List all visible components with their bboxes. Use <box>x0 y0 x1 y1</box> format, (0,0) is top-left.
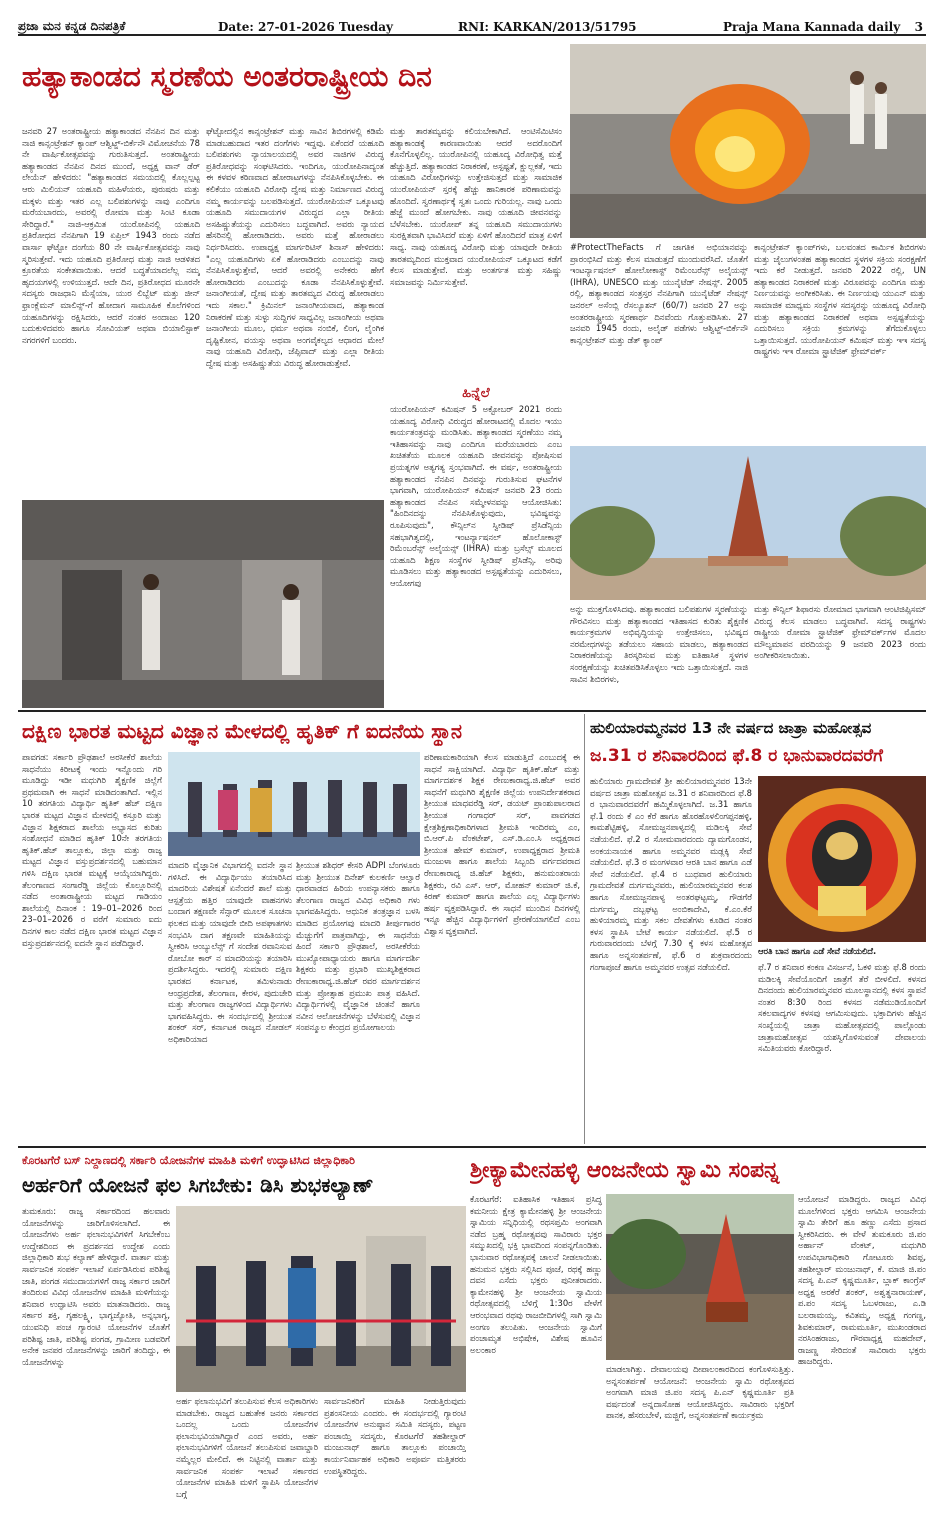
science-fair-award-photo <box>168 752 420 856</box>
story1-column-5: ಕಾನ್ಸಂಟ್ರೇಶನ್ ಕ್ಯಾಂಪ್‌ಗಳು, ಬಲವಂತದ ಕಾರ್ಮಿಕ ಶಿಬಿರಗಳು ಮತ್ತು ಜೈಲುಗಳಂತಹ ಹತ್ಯಾಕಾಂಡದ ಸ್ಥಳಗಳ ಸಕ್ರಿಯ ಸಂರಕ್ಷಣೆಗೆ ಇದು ಕರೆ ನೀಡುತ್ತದೆ. ಜನವರಿ 2022 ರಲ್ಲಿ, UN ಹತ್ಯಾಕಾಂಡದ ನಿರಾಕರಣೆ ಮತ್ತು ವಿರೂಪವನ್ನು ಎಂದಿಗೂ ಮತ್ತು ನಿರ್ಣಯವನ್ನು ಅಂಗೀಕರಿಸಿತು. ಈ ನಿರ್ಣಯವು ಯುಎನ್ ಮತ್ತು ಸಾಮಾಜಿಕ ಮಾಧ್ಯಮ ಸಂಸ್ಥೆಗಳ ಸದಸ್ಯರನ್ನು ಯಹೂದ್ಯ ವಿರೋಧಿ ಮತ್ತು ಹತ್ಯಾಕಾಂಡದ ನಿರಾಕರಣೆ ಅಥವಾ ಅಸ್ಪಷ್ಟತೆಯನ್ನು ಎದುರಿಸಲು ಸಕ್ರಿಯ ಕ್ರಮಗಳನ್ನು ತೆಗೆದುಕೊಳ್ಳಲು ಒತ್ತಾಯಿಸುತ್ತದೆ. ಯುರೋಪಿಯನ್ ಕಮಿಷನ್ ಮತ್ತು ಇಇ ಸದಸ್ಯ ರಾಷ್ಟ್ರಗಳು ಇಇ ರೋಮಾ ಸ್ಟ್ರಾಟೆಜಿಕ್ ಫ್ರೇಮ್‌ವರ್ಕ್ <box>754 242 926 357</box>
story1-headline: ಹತ್ಯಾಕಾಂಡದ ಸ್ಮರಣೆಯ ಅಂತರರಾಷ್ಟ್ರೀಯ ದಿನ <box>22 60 432 93</box>
story2-headline: ದಕ್ಷಿಣ ಭಾರತ ಮಟ್ಟದ ವಿಜ್ಞಾನ ಮೇಳದಲ್ಲಿ ಹೃತಿಕ್ ಗೆ ಐದನೆಯ ಸ್ಥಾನ <box>22 719 462 743</box>
story2-column-4: ಪರಿಣಾಮಕಾರಿಯಾಗಿ ಕೆಲಸ ಮಾಡುತ್ತಿದೆ ಎಂಬುದಕ್ಕೆ ಈ ಸಾಧನೆ ಸಾಕ್ಷಿಯಾಗಿದೆ. ವಿದ್ಯಾರ್ಥಿ ಹೃತಿಕ್.ಹೆಚ್ ಮತ್ತು ಮಾರ್ಗದರ್ಶಕ ಶಿಕ್ಷಕ ರೇಣುಕಾರಾಧ್ಯ.ಜಿ.ಹೆಚ್ ಅವರ ಸಾಧನೆಗೆ ಮಧುಗಿರಿ ಶೈಕ್ಷಣಿಕ ಜಿಲ್ಲೆಯ ಉಪನಿರ್ದೇಶಕರಾದ ಶ್ರೀಯುತ ಮಾಧವರೆಡ್ಡಿ ಸರ್, ಡಯಟ್ ಪ್ರಾಂಶುಪಾಲರಾದ ಶ್ರೀಯುತ ಗಂಗಾಧರ್ ಸರ್, ಪಾವಗಡದ ಕ್ಷೇತ್ರಶಿಕ್ಷಣಾಧಿಕಾರಿಗಳಾದ ಶ್ರೀಮತಿ ಇಂದಿರಮ್ಮ ಎಂ, ಬಿ.ಆರ್.ಪಿ ವೆಂಕಟೇಶ್, ಎಸ್.ಡಿ.ಎಂ.ಸಿ ಅಧ್ಯಕ್ಷರಾದ ಶ್ರೀಯುತ ಹೇಮ್ ಕುಮಾರ್, ಉಪಾಧ್ಯಕ್ಷರಾದ ಶ್ರೀಮತಿ ಮಂಜುಳಾ ಹಾಗೂ ಶಾಲೆಯ ಸಿಬ್ಬಂದಿ ವರ್ಗದವರಾದ ರೇಣುಕಾರಾಧ್ಯ ಜಿ.ಹೆಚ್ ಶಿಕ್ಷಕರು, ಹನುಮಂತರಾಯ ಶಿಕ್ಷಕರು, ರವಿ ಎಸ್. ಆರ್, ಮೋಹನ್ ಕುಮಾರ್ ಜಿ.ಕೆ, ಕಿರಣ್ ಕುಮಾರ್ ಹಾಗೂ ಶಾಲೆಯ ಎಲ್ಲ ವಿದ್ಯಾರ್ಥಿಗಳು ಹರ್ಷ ವ್ಯಕ್ತಪಡಿಸಿದ್ದಾರೆ. ಈ ಸಾಧನೆ ಮುಂದಿನ ದಿನಗಳಲ್ಲಿ ಇನ್ನೂ ಹೆಚ್ಚಿನ ವಿದ್ಯಾರ್ಥಿಗಳಿಗೆ ಪ್ರೇರಣೆಯಾಗಲಿದೆ ಎಂಬ ವಿಶ್ವಾಸ ವ್ಯಕ್ತವಾಗಿದೆ. <box>424 752 580 936</box>
story5-headline: ಶ್ರೀಕ್ಯಾಮೇನಹಳ್ಳಿ ಆಂಜನೇಯ ಸ್ವಾಮಿ ಸಂಪನ್ನ <box>470 1158 780 1183</box>
divider-vertical <box>584 714 585 1144</box>
divider-2 <box>18 1146 926 1148</box>
rni-number: RNI: KARKAN/2013/51795 <box>458 20 637 34</box>
masthead <box>18 8 926 36</box>
goddess-idol-photo <box>758 776 926 942</box>
story4-headline: ಅರ್ಹರಿಗೆ ಯೋಜನೆ ಫಲ ಸಿಗಬೇಕು: ಡಿಸಿ ಶುಭಕಲ್ಯಾಣ್ <box>22 1173 374 1197</box>
divider-1 <box>18 710 926 712</box>
issue-date: Date: 27-01-2026 Tuesday <box>218 20 393 34</box>
story4-column-2: ಅರ್ಹ ಫಲಾನುಭವಿಗೆ ತಲುಪಿಸುವ ಕೆಲಸ ಅಧಿಕಾರಿಗಳು ಮಾಡಬೇಕು. ರಾಜ್ಯದ ಬಹುತೇಕ ಜನರು ಸರ್ಕಾರದ ಒಂದಲ್ಲ ಒಂದು ಯೋಜನೆಗಳ ಫಲಾನುಭವಿಯಾಗಿದ್ದಾರೆ ಎಂದ ಅವರು, ಅರ್ಹ ಫಲಾನುಭವಿಗಳಿಗೆ ಯೋಜನೆ ತಲುಪಿಸುವ ಜವಾಬ್ದಾರಿ ನಮ್ಮೆಲ್ಲರ ಮೇಲಿದೆ. ಈ ನಿಟ್ಟಿನಲ್ಲಿ ವಾರ್ತಾ ಮತ್ತು ಸಾರ್ವಜನಿಕ ಸಂಪರ್ಕ ಇಲಾಖೆ ಸರ್ಕಾರದ ಯೋಜನೆಗಳ ಮಾಹಿತಿ ಮಳಿಗೆ ಸ್ಥಾಪಿಸಿ ಯೋಜನೆಗಳ ಬಗ್ಗೆ <box>176 1396 318 1499</box>
chariot-festival-photo <box>606 1194 794 1360</box>
story3-photo-caption: ಆರತಿ ಬಾನ ಹಾಗೂ ಎಡೆ ಸೇವೆ ನಡೆಯಲಿದೆ. <box>758 946 877 956</box>
story1-column-6: ಅನ್ನು ಮುಕ್ತಗೊಳಿಸಿದವು. ಹತ್ಯಾಕಾಂಡದ ಬಲಿಪಶುಗಳ ಸ್ಮರಣೆಯನ್ನು ಗೌರವಿಸಲು ಮತ್ತು ಹತ್ಯಾಕಾಂಡದ ಇತಿಹಾಸದ ಕುರಿತು ಶೈಕ್ಷಣಿಕ ಕಾರ್ಯಕ್ರಮಗಳ ಅಭಿವೃದ್ಧಿಯನ್ನು ಉತ್ತೇಜಿಸಲು, ಭವಿಷ್ಯದ ನರಮೇಧಗಳನ್ನು ತಡೆಯಲು ಸಹಾಯ ಮಾಡಲು, ಹತ್ಯಾಕಾಂಡದ ನಿರಾಕರಣೆಯನ್ನು ತಿರಸ್ಕರಿಸುವ ಮತ್ತು ಐತಿಹಾಸಿಕ ಸ್ಥಳಗಳ ಸಂರಕ್ಷಣೆಯನ್ನು ಖಚಿತಪಡಿಸಿಕೊಳ್ಳಲು ಇದು ಒತ್ತಾಯಿಸುತ್ತದೆ. ನಾಜಿ ಸಾವಿನ ಶಿಬಿರಗಳು, <box>570 604 748 684</box>
memorial-tower-photo <box>570 446 926 600</box>
story4-column-1: ತುಮಕೂರು: ರಾಜ್ಯ ಸರ್ಕಾರದಿಂದ ಹಲವಾರು ಯೋಜನೆಗಳನ್ನು ಜಾರಿಗೊಳಿಸಲಾಗಿದೆ. ಈ ಯೋಜನೆಗಳು ಅರ್ಹ ಫಲಾನುಭವಿಗಳಿಗೆ ಸಿಗಬೇಕೆಂಬ ಉದ್ದೇಶದಿಂದ ಈ ಪ್ರದರ್ಶನದ ಉದ್ದೇಶ ಎಂದು ಜಿಲ್ಲಾಧಿಕಾರಿ ಶುಭ ಕಲ್ಯಾಣ್ ಹೇಳಿದ್ದಾರೆ. ವಾರ್ತಾ ಮತ್ತು ಸಾರ್ವಜನಿಕ ಸಂಪರ್ಕ ಇಲಾಖೆ ಏರ್ಪಡಿಸಿರುವ ಪರಿಶಿಷ್ಟ ಜಾತಿ, ಪಂಗಡ ಸಮುದಾಯಗಳಿಗೆ ರಾಜ್ಯ ಸರ್ಕಾರ ಜಾರಿಗೆ ತಂದಿರುವ ವಿವಿಧ ಯೋಜನೆಗಳ ಮಾಹಿತಿ ಮಳಿಗೆಯನ್ನು ಶನಿವಾರ ಉದ್ಘಾಟಿಸಿ ಅವರು ಮಾತನಾಡಿದರು. ರಾಜ್ಯ ಸರ್ಕಾರ ಶಕ್ತಿ, ಗೃಹಲಕ್ಷ್ಮಿ, ಭಾಗ್ಯಜ್ಯೋತಿ, ಅನ್ನಭಾಗ್ಯ, ಯುವನಿಧಿ ಪಂಚ ಗ್ಯಾರಂಟಿ ಯೋಜನೆಗಳ ಜೊತೆಗೆ ಪರಿಶಿಷ್ಟ ಜಾತಿ, ಪರಿಶಿಷ್ಟ ಪಂಗಡ, ಗ್ರಾಮೀಣ ಬಡವರಿಗೆ ಅನೇಕ ಜನಪರ ಯೋಜನೆಗಳನ್ನು ಜಾರಿಗೆ ತಂದಿದ್ದು, ಈ ಯೋಜನೆಗಳನ್ನು <box>22 1206 170 1367</box>
story3-column-2: ಫೆ.7 ರ ಶನಿವಾರ ಕಂಕಣ ವಿಸರ್ಜನೆ, ಓಕಳಿ ಮತ್ತು ಫೆ.8 ರಂದು ಮಡಿಲಕ್ಕಿ ಸೇವೆಯೊಂದಿಗೆ ಜಾತ್ರೆಗೆ ತೆರೆ ಬೀಳಲಿದೆ. ಕಳಸದ ದಿನದಂದು ಹುಲಿಯಾರಮ್ಮನವರ ಮೂಲಸ್ಥಾನದಲ್ಲಿ ಕಳಸ ಸ್ಥಾಪನೆ ನಂತರ 8:30 ರಿಂದ ಕಳಸದ ನಡೆಮುಡಿಯೊಂದಿಗೆ ಸಕಲವಾದ್ಯಗಳ ಕಳಸವು ಆಗಮಿಸುವುದು. ಭಕ್ತಾದಿಗಳು ಹೆಚ್ಚಿನ ಸಂಖ್ಯೆಯಲ್ಲಿ ಜಾತ್ರಾ ಮಹೋತ್ಸವದಲ್ಲಿ ಪಾಲ್ಗೊಂಡು ಜಾತ್ರಾಮಹೋತ್ಸವ ಯಶಸ್ವಿಗೊಳಿಸುವಂತೆ ದೇವಾಲಯ ಸಮಿತಿಯವರು ಕೋರಿದ್ದಾರೆ. <box>758 962 926 1054</box>
story2-column-1: ಪಾವಗಡ: ಸರ್ಕಾರಿ ಪ್ರೌಢಶಾಲೆ ಅರಸೀಕೆರೆ ಶಾಲೆಯ ಸಾಧನೆಯು ಕಿರೀಟಕ್ಕೆ ಇಂದು ಇನ್ನೊಂದು ಗರಿ ಮೂಡಿದ್ದು ಇಡೀ ಮಧುಗಿರಿ ಶೈಕ್ಷಣಿಕ ಜಿಲ್ಲೆಗೆ ಪ್ರಥಮವಾಗಿ ಈ ಸಾಧನೆ ಮಾಡಿದಂತಾಗಿದೆ. ಇಲ್ಲಿನ 10 ತರಗತಿಯ ವಿದ್ಯಾರ್ಥಿ ಹೃತಿಕ್ ಹೆಚ್ ದಕ್ಷಿಣ ಭಾರತ ಮಟ್ಟದ ವಿಜ್ಞಾನ ಮೇಳದಲ್ಲಿ ಕಸ್ತೂರಿ ಮತ್ತು ವಿಜ್ಞಾನ ಶಿಕ್ಷಕರಾದ ಶಾಲೆಯ ಅಭ್ಯಾಸದ ಕುರಿತು ಸಂಶೋಧನೆ ಮಾಡಿದ ಹೃತಿಕ್ 10ನೇ ತರಗತಿಯ ಹೃತಿಕ್.ಹೆಚ್ ತಾಲ್ಲೂಕು, ಜಿಲ್ಲಾ ಮತ್ತು ರಾಜ್ಯ ಮಟ್ಟದ ವಿಜ್ಞಾನ ವಸ್ತುಪ್ರದರ್ಶನದಲ್ಲಿ ಬಹುಮಾನ ಗಳಿಸಿ ದಕ್ಷಿಣ ಭಾರತ ಮಟ್ಟಕ್ಕೆ ಆಯ್ಕೆಯಾಗಿದ್ದರು. ತೆಲಂಗಾಣದ ಸಂಗಾರೆಡ್ಡಿ ಜಿಲ್ಲೆಯ ಕೊಲ್ಲೂರಿನಲ್ಲಿ ನಡೆದ ಅಂತಾರಾಷ್ಟ್ರೀಯ ಮಟ್ಟದ ಗಾಡಿಯಂ ಶಾಲೆಯಲ್ಲಿ ದಿನಾಂಕ : 19–01–2026 ರಿಂದ 23–01–2026 ರ ವರೆಗೆ ಸುಮಾರು ಐದು ದಿನಗಳ ಕಾಲ ನಡೆದ ದಕ್ಷಿಣ ಭಾರತ ಮಟ್ಟದ ವಿಜ್ಞಾನ ವಸ್ತುಪ್ರದರ್ಶನದಲ್ಲಿ ಐದನೇ ಸ್ಥಾನ ಪಡೆದಿದ್ದಾರೆ. <box>22 752 162 948</box>
story3-column-1: ಹುಲಿಯಾರು ಗ್ರಾಮದೇವತೆ ಶ್ರೀ ಹುಲಿಯಾರಮ್ಮನವರ 13ನೇ ವರ್ಷದ ಜಾತ್ರಾ ಮಹೋತ್ಸವ ಜ.31 ರ ಶನಿವಾರದಿಂದ ಫೆ.8 ರ ಭಾನುವಾರದವರೆಗೆ ಹಮ್ಮಿಕೊಳ್ಳಲಾಗಿದೆ. ಜ.31 ಹಾಗೂ ಫೆ.1 ರಂದು ಕೆ ಎಂ ಕೆರೆ ಹಾಗೂ ಹೊರಹೊಳಲಿಂಗಪ್ಪನಹಳ್ಳಿ, ಕಾಮಶೆಟ್ಟಿಹಳ್ಳಿ, ಸೋಮಜ್ಜನಪಾಳ್ಯದಲ್ಲಿ ಮಡಿಲಕ್ಕಿ ಸೇವೆ ನಡೆಯಲಿದೆ. ಫೆ.2 ರ ಸೋಮವಾರದಂದು ದ್ಯಾಮಗೊಂಡನ, ಅಂಕಯನಾಯಕ ಹಾಗೂ ಅಮ್ಮನವರ ಮಡ್ಲಕ್ಕಿ ಸೇವೆ ನಡೆಯಲಿದೆ. ಫೆ.3 ರ ಮಂಗಳವಾರ ಆರತಿ ಬಾನ ಹಾಗೂ ಎಡೆ ಸೇವೆ ನಡೆಯಲಿದೆ. ಫೆ.4 ರ ಬುಧವಾರ ಹುಲಿಯಾರು ಗ್ರಾಮದೇವತೆ ದುರ್ಗಮ್ಮನವರು, ಹುಲಿಯಾರಮ್ಮನವರ ಕಲಶ ಹಾಗೂ ಸೋಮಜ್ಜನಪಾಳ್ಯ ಅಂತರಘಟ್ಟಮ್ಮ, ಗೌಡಗೆರೆ ದುರ್ಗಮ್ಮ, ದಬ್ಬಘಟ್ಟ ಅಂಬಿಕಾದೇವಿ, ಕೆ.ಎಂ.ಕೆರೆ ಹುಳಿಯಾರಮ್ಮ ಮತ್ತು ಸಕಲ ದೇವತೆಗಳು ಕೂಡಿದ ನಂತರ ಕಳಸ ಸ್ಥಾಪಿಸಿ ಬೇಟೆ ಕಾರ್ಯ ನಡೆಯಲಿದೆ. ಫೆ.5 ರ ಗುರುವಾರದಂದು ಬೆಳಗ್ಗೆ 7.30 ಕ್ಕೆ ಕಳಸ ಮಹೋತ್ಸವ ಹಾಗೂ ಅನ್ನಸಂತರ್ಪಣೆ, ಫೆ.6 ರ ಶುಕ್ರವಾರದಂದು ಗಂಗಾಪೂಜೆ ಹಾಗೂ ಅಮ್ಮನವರ ಉತ್ಸವ ನಡೆಯಲಿದೆ. <box>590 776 752 972</box>
story1-column-3: ಮತ್ತು ತಾರತಮ್ಯವನ್ನು ಕಲಿಯಬೇಕಾಗಿದೆ. ಆಂಟಿಸೆಮಿಟಿಸಂ ಹತ್ಯಾಕಾಂಡಕ್ಕೆ ಕಾರಣವಾಯಿತು ಆದರೆ ಅದರೊಂದಿಗೆ ಕೊನೆಗೊಳ್ಳಲಿಲ್ಲ. ಯುರೋಪಿನಲ್ಲಿ ಯಹೂದ್ಯ ವಿರೋಧಿತ್ವ ಮತ್ತೆ ಹೆಚ್ಚುತ್ತಿದೆ. ಹತ್ಯಾಕಾಂಡದ ನಿರಾಕರಣೆ, ಅಸ್ಪಷ್ಟತೆ, ಕ್ಷುಲ್ಲಕತೆ, ಇದು ಯಹೂದಿ ವಿರೋಧಿಗಳನ್ನು ಉತ್ತೇಜಿಸುತ್ತದೆ ಮತ್ತು ಸಾಮಾಜಿಕ ಯುರೋಪಿಯನ್ ಸ್ತರಕ್ಕೆ ಹೆಚ್ಚು ಹಾನಿಕಾರಕ ಪರಿಣಾಮವನ್ನು ಹೊಂದಿದೆ. ಸ್ವರಣಾರ್ಥಕ್ಕೆ ಸ್ವತಃ ಒಂದು ಗುರಿಯಲ್ಲ. ನಾವು ಒಂದು ಹೆಜ್ಜೆ ಮುಂದೆ ಹೋಗಬೇಕು. ನಾವು ಯಹೂದಿ ಜೀವನವನ್ನು ಬೆಳೆಸಬೇಕು. ಯುರೋಪ್ ತನ್ನ ಯಹೂದಿ ಸಮುದಾಯಗಳು ಸುರಕ್ಷಿತವಾಗಿ ಭಾವಿಸಿದರೆ ಮತ್ತು ಏಳಿಗೆ ಹೊಂದಿದರೆ ಮಾತ್ರ ಏಳಿಗೆ ಸಾಧ್ಯ. ನಾವು ಯಹೂದ್ಯ ವಿರೋಧಿ ಮತ್ತು ಯಾವುದೇ ರೀತಿಯ ತಾರತಮ್ಯದಿಂದ ಮುಕ್ತವಾದ ಯುರೋಪಿಯನ್ ಒಕ್ಕೂಟದ ಕಡೆಗೆ ಕೆಲಸ ಮಾಡುತ್ತೇವೆ. ಮತ್ತು ಅಂತರ್ಗತ ಮತ್ತು ಸಹಿಷ್ಣು ಸಮಾಜವನ್ನು ನಿರ್ಮಿಸುತ್ತೇವೆ. <box>390 126 562 287</box>
story1-column-3b: ಯುರೋಪಿಯನ್ ಕಮಿಷನ್ 5 ಅಕ್ಟೋಬರ್ 2021 ರಂದು ಯಹೂದ್ಯ ವಿರೋಧಿ ವಿರುದ್ಧದ ಹೋರಾಟದಲ್ಲಿ ಮೊದಲ ಇಯು ಕಾರ್ಯತಂತ್ರವನ್ನು ಮಂಡಿಸಿತು. ಹತ್ಯಾಕಾಂಡದ ಸ್ಮರಣೆಯು ನಮ್ಮ ಇತಿಹಾಸವನ್ನು ನಾವು ಎಂದಿಗೂ ಮರೆಯಬಾರದು ಎಂಬ ಖಚಿತತೆಯ ಮೂಲಕ ಯಹೂದಿ ಜೀವನವನ್ನು ಪೋಷಿಸುವ ಪ್ರಯತ್ನಗಳ ಅತ್ಯಗತ್ಯ ಸ್ತಂಭವಾಗಿದೆ. ಈ ವರ್ಷ, ಅಂತರಾಷ್ಟ್ರೀಯ ಹತ್ಯಾಕಾಂಡದ ನೆನಪಿನ ದಿನವನ್ನು ಗುರುತಿಸುವ ಘಟನೆಗಳ ಭಾಗವಾಗಿ, ಯುರೋಪಿಯನ್ ಕಮಿಷನ್ ಜನವರಿ 23 ರಂದು ಹತ್ಯಾಕಾಂಡದ ನೆನಪಿನ ಸಮ್ಮೇಳನವನ್ನು ಆಯೋಜಿಸಿತು: "ಹಿಂದಿನದನ್ನು ನೆನಪಿಸಿಕೊಳ್ಳುವುದು, ಭವಿಷ್ಯವನ್ನು ರೂಪಿಸುವುದು", ಕೌನ್ಸಿಲ್‌ನ ಸ್ವೀಡಿಷ್ ಪ್ರೆಸಿಡೆನ್ಸಿಯ ಸಹಭಾಗಿತ್ವದಲ್ಲಿ, ಇಂಟರ್ನ್ಯಾಷನಲ್ ಹೊಲೋಕಾಸ್ಟ್ ರಿಮೆಂಬರೆನ್ಸ್ ಅಲೈಯನ್ಸ್ (IHRA) ಮತ್ತು ಬ್ರಸೆಲ್ಸ್ ಮೂಲದ ಯಹೂದಿ ಶಿಕ್ಷಣ ಸಂಸ್ಥೆಗಳ ಸ್ವೀಡಿಷ್ ಪ್ರೆಸಿಡೆನ್ಸಿ. ಅರಿವು ಮೂಡಿಸಲು ಮತ್ತು ಹತ್ಯಾಕಾಂಡದ ಅಸ್ಪಷ್ಟತೆಯನ್ನು ಎದುರಿಸಲು, ಆಯೋಗವು <box>390 404 562 588</box>
page-number: 3 <box>914 20 923 34</box>
story1-column-4: #ProtectTheFacts ಗೆ ಜಾಗತಿಕ ಅಭಿಯಾನವನ್ನು ಪ್ರಾರಂಭಿಸಿದೆ ಮತ್ತು ಕೆಲಸ ಮಾಡುತ್ತದೆ ಮುಂದುವರೆಸಿದೆ. ಜೊತೆಗೆ ಇಂಟರ್ನ್ಯಾಷನಲ್ ಹೋಲೋಕಾಸ್ಟ್ ರಿಮೆಂಬರೆನ್ಸ್ ಅಲೈಯನ್ಸ್ (IHRA), UNESCO ಮತ್ತು ಯುನೈಟೆಡ್ ನೇಷನ್ಸ್. 2005 ರಲ್ಲಿ, ಹತ್ಯಾಕಾಂಡದ ಸಂತ್ರಸ್ತರ ನೆನಪಿಗಾಗಿ ಯುನೈಟೆಡ್ ನೇಷನ್ಸ್ ಜನರಲ್ ಅಸೆಂಬ್ಲಿ ರೆಸಲ್ಯೂಶನ್ (60/7) ಜನವರಿ 27 ಅನ್ನು ಅಂತರರಾಷ್ಟ್ರೀಯ ಸ್ಮರಣಾರ್ಥ ದಿನವೆಂದು ಗೊತ್ತುಪಡಿಸಿತು. 27 ಜನವರಿ 1945 ರಂದು, ಅಲೈಡ್ ಪಡೆಗಳು ಆಶ್ವಿಟ್ಜ್-ಬಿರ್ಕೆನೌ ಕಾನ್ಸಂಟ್ರೇಶನ್ ಮತ್ತು ಡೆತ್ ಕ್ಯಾಂಪ್ <box>570 242 748 345</box>
story4-kicker: ಕೊರಟಗೆರೆ ಬಸ್ ನಿಲ್ದಾಣದಲ್ಲಿ ಸರ್ಕಾರಿ ಯೋಜನೆಗಳ ಮಾಹಿತಿ ಮಳಿಗೆ ಉದ್ಘಾಟಿಸಿದ ಜಿಲ್ಲಾಧಿಕಾರಿ <box>22 1154 355 1167</box>
story3-subheadline: ಜ.31 ರ ಶನಿವಾರದಿಂದ ಫೆ.8 ರ ಭಾನುವಾರದವರೆಗೆ <box>590 746 883 766</box>
story4-column-3: ಸಾರ್ವಜನಿಕರಿಗೆ ಮಾಹಿತಿ ನೀಡುತ್ತಿರುವುದು ಪ್ರಶಂಸನೀಯ ಎಂದರು. ಈ ಸಂದರ್ಭದಲ್ಲಿ ಗ್ಯಾರಂಟಿ ಯೋಜನೆಗಳ ಅನುಷ್ಠಾನ ಸಮಿತಿ ಸದಸ್ಯರು, ಪಟ್ಟಣ ಪಂಚಾಯ್ತಿ ಸದಸ್ಯರು, ಕೊರಟಗೆರೆ ತಹಶೀಲ್ದಾರ್ ಮಂಜುನಾಥ್ ಹಾಗೂ ತಾಲ್ಲೂಕು ಪಂಚಾಯ್ತಿ ಕಾರ್ಯನಿರ್ವಾಹಕ ಅಧಿಕಾರಿ ಅಪೂರ್ವ ಮತ್ತಿತರರು ಉಪಸ್ಥಿತರಿದ್ದರು. <box>324 1396 466 1476</box>
publication-name: ಪ್ರಜಾ ಮನ ಕನ್ನಡ ದಿನಪತ್ರಿಕೆ <box>18 19 126 33</box>
story5-column-2: ಮಾಡಲಾಗಿತ್ತು. ದೇವಾಲಯವು ದೀಪಾಲಂಕಾರದಿಂದ ಕಂಗೊಳಿಸುತ್ತಿತ್ತು. ಅನ್ನಸಂತರ್ಪಣೆ ಆಯೋಜನೆ: ಆಂಜನೇಯ ಸ್ವಾಮಿ ರಥೋತ್ಸವದ ಅಂಗವಾಗಿ ಮಾಜಿ ಜಿ.ಪಂ ಸದಸ್ಯ ಪಿ.ಎನ್ ಕೃಷ್ಣಮೂರ್ತಿ ಪ್ರತಿ ವರ್ಷದಂತೆ ಅನ್ನದಾಸೋಹ ಆಯೋಜಿಸಿದ್ದರು. ಸಾವಿರಾರು ಭಕ್ತರಿಗೆ ಪಾನಕ, ಹೆಸರುಬೇಳೆ, ಮಜ್ಜಿಗೆ, ಅನ್ನಸಂತರ್ಪಣೆ ಕಾರ್ಯಕ್ರಮ <box>606 1364 794 1421</box>
publication-english-name: Praja Mana Kannada daily <box>723 20 901 34</box>
story1-column-1: ಜನವರಿ 27 ಅಂತರಾಷ್ಟ್ರೀಯ ಹತ್ಯಾಕಾಂಡದ ನೆನಪಿನ ದಿನ ಮತ್ತು ನಾಜಿ ಕಾನ್ಸಂಟ್ರೇಶನ್ ಕ್ಯಾಂಪ್ ಆಶ್ವಿಟ್ಜ್-ಬಿರ್ಕೆನೌ ವಿಮೋಚನೆಯ 78 ನೇ ವಾರ್ಷಿಕೋತ್ಸವವನ್ನು ಗುರುತಿಸುತ್ತದೆ. ಅಂತರಾಷ್ಟ್ರೀಯ ಹತ್ಯಾಕಾಂಡದ ನೆನಪಿನ ದಿನದ ಮುಂದೆ, ಅಧ್ಯಕ್ಷ ವಾನ್ ಡೆರ್ ಲೇಯೆನ್ ಹೇಳಿದರು: "ಹತ್ಯಾಕಾಂಡದ ಸಮಯದಲ್ಲಿ ಕೊಲ್ಲಲ್ಪಟ್ಟ ಆರು ಮಿಲಿಯನ್ ಯಹೂದಿ ಮಹಿಳೆಯರು, ಪುರುಷರು ಮತ್ತು ಮಕ್ಕಳು ಮತ್ತು ಇತರ ಎಲ್ಲ ಬಲಿಪಶುಗಳನ್ನು ನಾವು ಎಂದಿಗೂ ಮರೆಯಬಾರದು, ಅವರಲ್ಲಿ ರೋಮಾ ಮತ್ತು ಸಿಂಟಿ ಕೂಡಾ ಸೇರಿದ್ದಾರೆ." ನಾಜಿ-ಆಕ್ರಮಿತ ಯುರೋಪಿನಲ್ಲಿ ಯಹೂದಿ ಪ್ರತಿರೋಧದ ನೆನಪಿಗಾಗಿ 19 ಏಪ್ರಿಲ್ 1943 ರಂದು ನಡೆದ ವಾರ್ಸಾ ಘೆಟ್ಟೋ ದಂಗೆಯ 80 ನೇ ವಾರ್ಷಿಕೋತ್ಸವವನ್ನು ನಾವು ಸ್ಮರಿಸುತ್ತೇವೆ. ಇದು ಯಹೂದಿ ಪ್ರತಿರೋಧ ಮತ್ತು ನಾಜಿ ಆಡಳಿತದ ಕ್ರೂರತೆಯ ಸಂಕೇತವಾಯಿತು. ಆದರೆ ಬದ್ಧತೆಯಾದಲೆಲ್ಲ ನಮ್ಮ ಹೃದಯಗಳಲ್ಲಿ ಉಳಿಯುತ್ತದೆ. ಆದೇ ದಿನ, ಪ್ರತಿರೋಧದ ಮೂರನೇ ಸದಸ್ಯರು ರಾಜಧಾನಿ ಮೆಸ್ಸೆಯಾ, ಯುರ ಲಿಬ್ಬೆಟ್ ಮತ್ತು ಜೀನ್ ಫ್ರಾಂಕ್ಲೆಮನ್ ಮಾಲಿನ್ಸ್-ಗೆ ಹೋದಾಗ ಸಾಮೂಹಿಕ ಕೊಲೆಗಳಿಂದ ಯಹೂದಿಗಳನ್ನು ರಕ್ಷಿಸಿದರು, ಆದರೆ ನಂತರ ಅಂದಾಜು 120 ಬದುಕುಳಿದವರು ಹಾಗೂ ಸೋವಿಯತ್ ಅಥವಾ ಬಿಯಾಲಿಸ್ಟಾಕ್ ನಗರಗಳಿಗೆ ಬಂದರು. <box>22 126 200 345</box>
info-stall-inauguration-photo <box>176 1206 466 1392</box>
story3-headline: ಹುಲಿಯಾರಮ್ಮನವರ 13 ನೇ ವರ್ಷದ ಜಾತ್ರಾ ಮಹೋತ್ಸವ <box>590 719 872 737</box>
story1-column-2: ಘೆಟ್ಟೋದಲ್ಲಿನ ಕಾನ್ಸಂಟ್ರೇಶನ್ ಮತ್ತು ಸಾವಿನ ಶಿಬಿರಗಳಲ್ಲಿ ಕಡಿಮೆ ಮಾಡಬಹುದಾದ ಇತರ ದಂಗೆಗಳು ಇದ್ದವು. ಏಕೆಂದರೆ ಯಹೂದಿ ಬಲಿಪಶುಗಳು ನ್ಯಾಯಾಲಯದಲ್ಲಿ ಅವರ ನಾಜಿಗಳ ವಿರುದ್ಧ ಪ್ರತಿರೋಧವನ್ನು ಸಂಘಟಿಸಿದರು. ಇಂದಿಗೂ, ಯುರೋಪಿನಾದ್ಯಂತ ಈ ಕಳವಳ ಕಠಿಣವಾದ ಹೋರಾಟಗಳನ್ನು ನೆನಪಿಸಿಕೊಳ್ಳಬೇಕು. ಈ ಕಲಿಕೆಯು ಯಹೂದಿ ವಿರೋಧಿ ದ್ವೇಷ ಮತ್ತು ನಿರ್ಮಾಣದ ವಿರುದ್ಧ ನಮ್ಮ ಕಾರ್ಯವನ್ನು ಬಲಪಡಿಸುತ್ತದೆ. ಯುರೋಪಿಯನ್ ಒಕ್ಕೂಟವು ಯಹೂದಿ ಸಮುದಾಯಗಳ ವಿರುದ್ಧದ ಎಲ್ಲಾ ರೀತಿಯ ಅಸಹಿಷ್ಣುತೆಯನ್ನು ಎದುರಿಸಲು ಬದ್ಧವಾಗಿದೆ. ಅವರು ನ್ಯಾಯದ ಹೆಸರಿನಲ್ಲಿ ಹೋರಾಡಿದರು. ಅವರು ಮತ್ತೆ ಹೋರಾಡಲು ನಿರ್ಧರಿಸಿದರು. ಉಪಾಧ್ಯಕ್ಷ ಮಾರ್ಗರಿಟಿಸ್ ಶಿನಾಸ್ ಹೇಳಿದರು: "ಎಲ್ಲ ಯಹೂದಿಗಳು ಏಕೆ ಹೋರಾಡಿದರು ಎಂಬುದನ್ನು ನಾವು ನೆನಪಿಸಿಕೊಳ್ಳುತ್ತೇವೆ, ಆದರೆ ಅವರಲ್ಲಿ ಅನೇಕರು ಹೇಗೆ ಹೋರಾಡಿದರು ಎಂಬುದನ್ನು ಕೂಡಾ ನೆನಪಿಸಿಕೊಳ್ಳುತ್ತೇವೆ. ಜನಾಂಗೀಯತೆ, ದ್ವೇಷ ಮತ್ತು ತಾರತಮ್ಯದ ವಿರುದ್ಧ ಹೋರಾಡಲು ಇದು ಸಕಾಲ." ಕ್ರಿಮಿನಲ್ ಜನಾಂಗೀಯವಾದ, ಹತ್ಯಾಕಾಂಡ ನಿರಾಕರಣೆ ಮತ್ತು ಸುಳ್ಳು ಸುದ್ದಿಗಳ ಸಾಧ್ಯವಿಲ್ಲ ಜನಾಂಗೀಯ ಅಥವಾ ಜನಾಂಗೀಯ ಮೂಲ, ಧರ್ಮ ಅಥವಾ ನಂಬಿಕೆ, ಲಿಂಗ, ಲೈಂಗಿಕ ದೃಷ್ಟಿಕೋನ, ವಯಸ್ಸು ಅಥವಾ ಅಂಗವೈಕಲ್ಯದ ಆಧಾರದ ಮೇಲೆ ನಾವು ಯಹೂದಿ ವಿರೋಧಿ, ಜೆಪ್ಸಿವಾದ್ ಮತ್ತು ಎಲ್ಲಾ ರೀತಿಯ ದ್ವೇಷ ಮತ್ತು ಅಸಹಿಷ್ಣುತೆಯ ವಿರುದ್ಧ ಹೋರಾಡುತ್ತೇವೆ. <box>206 126 384 368</box>
story2-column-2: ಮಾದರಿ ವೈಜ್ಞಾನಿಕ ವಿಭಾಗದಲ್ಲಿ ಐದನೇ ಸ್ಥಾನ ಗಳಿಸಿದೆ. ಈ ವಿದ್ಯಾರ್ಥಿಯು ತಯಾರಿಸಿದ ಮಾದರಿಯ ವಿಶೇಷತೆ ಏನೆಂದರೆ ಶಾಲೆ ಮತ್ತು ಆಸ್ಪತ್ರೆಯ ಹತ್ತಿರ ಯಾವುದೇ ವಾಹನಗಳು ಬಂದಾಗ ತಕ್ಷಣವೇ ಸೆನ್ಸಾರ್ ಮೂಲಕ ಸೂಚನಾ ಫಲಕದ ಮತ್ತು ಯಾವುದೇ ಬೀದಿ ಅಪಘಾತಗಳು ಸಂಭವಿಸಿ ದಾಗ ತಕ್ಷಣವೇ ಮಾಹಿತಿಯನ್ನು ಸ್ವೀಕರಿಸಿ ಆಂಬ್ಯುಲೆನ್ಸ್ ಗೆ ಸಂದೇಶ ರವಾನಿಸುವ ರೋಬೋ ಕಾರ್ ನ ಮಾದರಿಯನ್ನು ತಯಾರಿಸಿ ಪ್ರದರ್ಶಿಸಿದ್ದರು. ಇದರಲ್ಲಿ ಸುಮಾರು ದಕ್ಷಿಣ ಭಾರತದ ಕರ್ನಾಟಕ, ತಮಿಳುನಾಡು ಆಂಧ್ರಪ್ರದೇಶ, ತೆಲಂಗಾಣ, ಕೇರಳ, ಪುದುಚೇರಿ ಮತ್ತು ತೆಲಂಗಾಣ ರಾಜ್ಯಗಳಿಂದ ವಿದ್ಯಾರ್ಥಿಗಳು ಭಾಗವಹಿಸಿದ್ದರು. ಈ ಸಂದರ್ಭದಲ್ಲಿ ಶ್ರೀಯುತ ಶಂಕರ್ ಸರ್, ಕರ್ನಾಟಕ ರಾಜ್ಯದ ನೋಡಲ್ ಅಧಿಕಾರಿಯಾದ <box>168 860 292 1044</box>
story1-section-title: ಹಿನ್ನೆಲೆ <box>462 386 490 401</box>
story2-column-3: ಶ್ರೀಯುತ ಶಶಿಧರ್ ಕೇಸರಿ ADPI ಬೆಂಗಳೂರು ಮತ್ತು ಶ್ರೀಯುತ ದಿನೇಶ್ ಕುಲಕರ್ಣಿ ಆಲ್ವಾರೆ ಧಾರವಾಡದ ಹಿರಿಯ ಉಪನ್ಯಾಸಕರು ಹಾಗೂ ತೆಲಂಗಾಣ ರಾಜ್ಯದ ವಿವಿಧ ಅಧಿಕಾರಿ ಗಳು ಭಾಗವಹಿಸಿದ್ದರು. ಆಧುನಿಕ ತಂತ್ರಜ್ಞಾನ ಬಳಸಿ ಮಾಡಿದ ಪ್ರಯೋಗವು ಮಾದರಿ ತೀರ್ಪುಗಾರರ ಮೆಚ್ಚುಗೆಗೆ ಪಾತ್ರವಾಗಿದ್ದು, ಈ ಸಾಧನೆಯ ಹಿಂದೆ ಸರ್ಕಾರಿ ಪ್ರೌಢಶಾಲೆ, ಅರಸೀಕೆರೆಯ ಮುಖ್ಯೋಪಾಧ್ಯಾಯರು ಹಾಗೂ ಮಾರ್ಗದರ್ಶಿ ಶಿಕ್ಷಕರು ಮತ್ತು ಪ್ರಭಾರಿ ಮುಖ್ಯಶಿಕ್ಷಕರಾದ ರೇಣುಕಾರಾಧ್ಯ.ಜಿ.ಹೆಚ್ ರವರ ಮಾರ್ಗದರ್ಶನ ಮತ್ತು ಪ್ರೋತ್ಸಾಹ ಪ್ರಮುಖ ಪಾತ್ರ ವಹಿಸಿದೆ. ವಿದ್ಯಾರ್ಥಿಗಳಲ್ಲಿ ವೈಜ್ಞಾನಿಕ ಚಿಂತನೆ ಹಾಗೂ ನವೀನ ಆಲೋಚನೆಗಳನ್ನು ಬೆಳೆಸುವಲ್ಲಿ ವಿಜ್ಞಾನ ಸಂಪನ್ಮೂಲ ಕೇಂದ್ರದ ಪ್ರಯೋಗಾಲಯ <box>296 860 420 1033</box>
story5-column-3: ಆಯೋಜನೆ ಮಾಡಿದ್ದರು. ರಾಜ್ಯದ ವಿವಿಧ ಮೂಲೆಗಳಿಂದ ಭಕ್ತರು ಆಗಮಿಸಿ ಆಂಜನೇಯ ಸ್ವಾಮಿ ತೇರಿಗೆ ಹೂ ಹಣ್ಣು ಎಸೆದು ಪ್ರಸಾದ ಸ್ವೀಕರಿಸಿದರು. ಈ ವೇಳೆ ತುಮಕೂರು ಜಿ.ಪಂ ಅರ್ಹಾನ್ ವೆಂಕಟ್, ಮಧುಗಿರಿ ಉಪವಿಭಾಗಾಧಿಕಾರಿ ಗೋಟೂರು ಶಿವಪ್ಪ, ತಹಶೀಲ್ದಾರ್ ಮಂಜುನಾಥ್, ಕೆ. ಮಾಜಿ ಜಿ.ಪಂ ಸದಸ್ಯ ಪಿ.ಎನ್ ಕೃಷ್ಣಮೂರ್ತಿ, ಬ್ಲಾಕ್ ಕಾಂಗ್ರೆಸ್ ಅಧ್ಯಕ್ಷ ಅರಕೆರೆ ಶಂಕರ್, ಅಶ್ವತ್ಥನಾರಾಯಣ್, ಪ.ಪಂ ಸದಸ್ಯ ಓಬಳರಾಜು, ಎ.ಡಿ ಬಲರಾಮಯ್ಯ, ಕವಿತಮ್ಮ, ಅಧ್ಯಕ್ಷ ಗಂಗಣ್ಣ, ಶಿವಕುಮಾರ್, ರಾಮಮೂರ್ತಿ, ಮುಖಂಡರಾದ ನರಸಿಂಹರಾಜು, ಗೌರವಾಧ್ಯಕ್ಷ ಮಹದೇವ್, ರಾಜಣ್ಣ ಸೇರಿದಂತೆ ಸಾವಿರಾರು ಭಕ್ತರು ಹಾಜರಿದ್ದರು. <box>798 1194 926 1367</box>
story5-column-1: ಕೊರಟಗೆರೆ: ಐತಿಹಾಸಿಕ ಇತಿಹಾಸ ಪ್ರಸಿದ್ಧ ಕಮನೀಯ ಕ್ಷೇತ್ರ ಕ್ಯಾಮೇನಹಳ್ಳಿ ಶ್ರೀ ಆಂಜನೇಯ ಸ್ವಾಮಿಯ ಸನ್ನಿಧಿಯಲ್ಲಿ ರಥಸಪ್ತಮಿ ಅಂಗವಾಗಿ ನಡೆದ ಬ್ರಹ್ಮ ರಥೋತ್ಸವವು ಸಾವಿರಾರು ಭಕ್ತರ ಸಮ್ಮುಖದಲ್ಲಿ ಭಕ್ತಿ ಭಾವದಿಂದ ಸಂಪನ್ನಗೊಂಡಿತು. ಭಾನುವಾರ ರಥೋತ್ಸವಕ್ಕೆ ಚಾಲನೆ ನೀಡಲಾಯಿತು. ಹನುಮನ ಭಕ್ತರು ಸಲ್ಲಿಸಿದ ಪೂಜೆ, ರಥಕ್ಕೆ ಹಣ್ಣು ದವನ ಎಸೆದು ಭಕ್ತರು ಪುನೀತರಾದರು. ಕ್ಯಾಮೇನಹಳ್ಳಿ ಶ್ರೀ ಆಂಜನೇಯ ಸ್ವಾಮಿಯ ರಥೋತ್ಸವದಲ್ಲಿ ಬೆಳಿಗ್ಗೆ 1:30ರ ವೇಳೆಗೆ ಆರಂಭವಾದ ರಥವು ರಾಜಬೀದಿಗಳಲ್ಲಿ ಸಾಗಿ ಸ್ವಾಮಿ ಅಂಗಣ ತಲುಪಿತು. ಆಂಜನೇಯ ಸ್ವಾಮಿಗೆ ಪಂಚಾಮೃತ ಅಭಿಷೇಕ, ವಿಶೇಷ ಹೂವಿನ ಅಲಂಕಾರ <box>470 1194 602 1355</box>
story1-column-7: ಮತ್ತು ಕೌನ್ಸಿಲ್ ಶಿಫಾರಸು ರೋಮಾದ ಭಾಗವಾಗಿ ಆಂಟಿಜಿಪ್ಸಿಸಮ್ ವಿರುದ್ಧ ಕೆಲಸ ಮಾಡಲು ಬದ್ಧವಾಗಿವೆ. ಸದಸ್ಯ ರಾಷ್ಟ್ರಗಳು ರಾಷ್ಟ್ರೀಯ ರೋಮಾ ಸ್ಟ್ರಾಟೆಜಿಕ್ ಫ್ರೇಮ್‌ವರ್ಕ್‌ಗಳ ಮೊದಲ ಮೌಲ್ಯಮಾಪನ ವರದಿಯನ್ನು 9 ಜನವರಿ 2023 ರಂದು ಅಂಗೀಕರಿಸಲಾಯಿತು. <box>754 604 926 661</box>
burnt-market-photo <box>22 500 384 708</box>
riot-fire-photo <box>570 44 926 238</box>
